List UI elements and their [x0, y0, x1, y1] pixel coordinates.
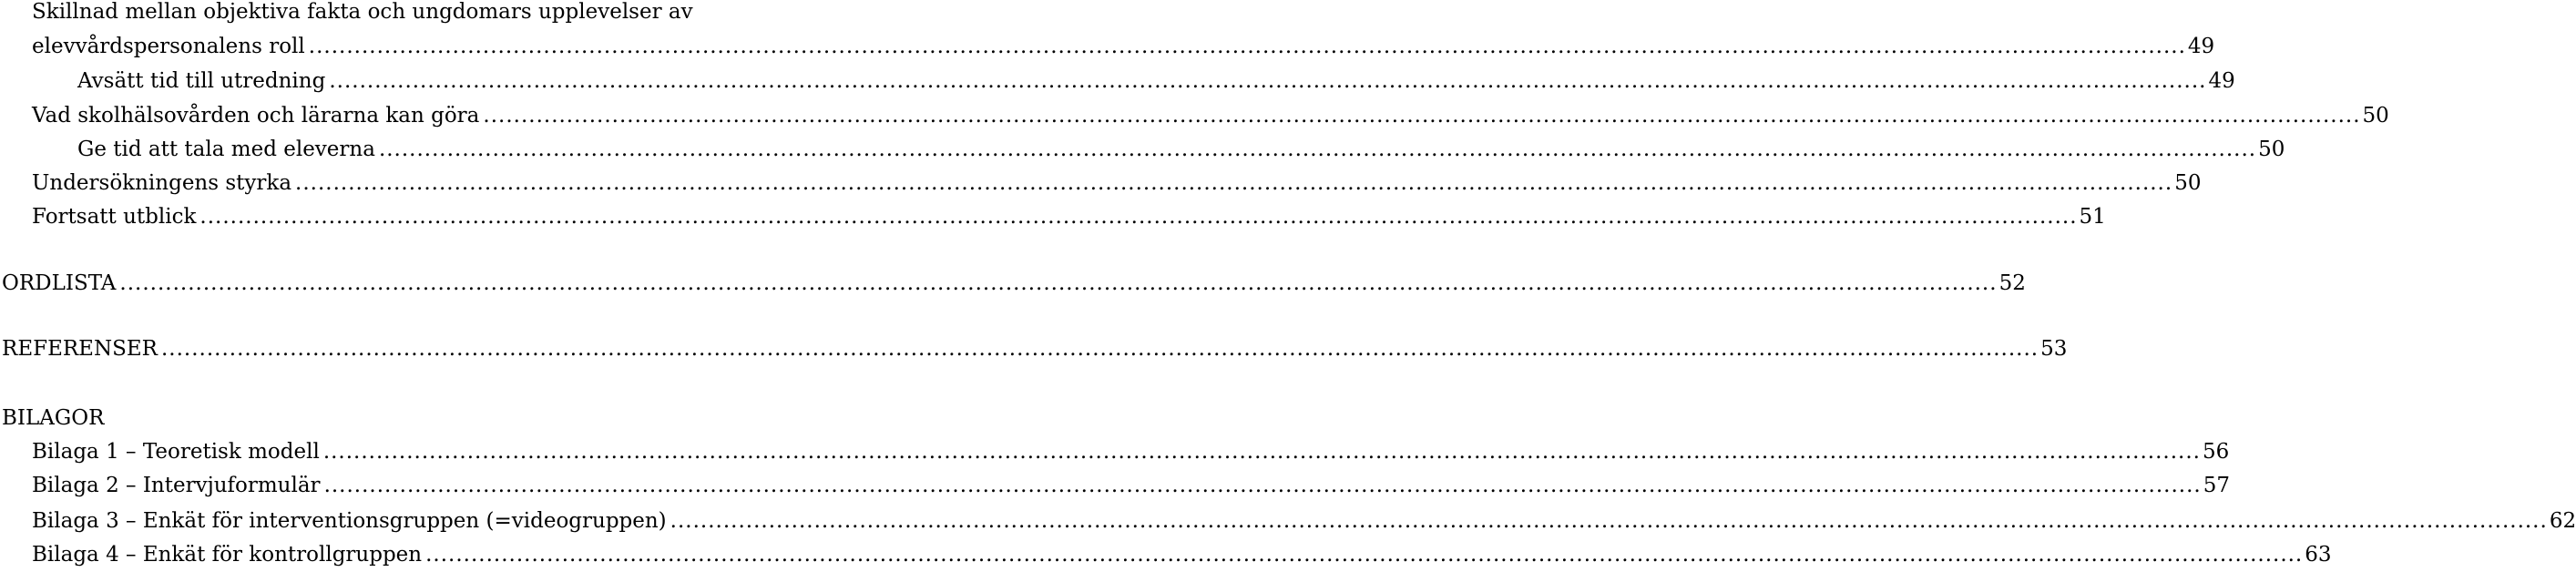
dot-leader — [379, 132, 2256, 167]
toc-entry-title: Skillnad mellan objektiva fakta och ungdomars upplevelser av — [32, 0, 693, 24]
toc-entry-title: Ge tid att tala med eleverna — [77, 138, 375, 161]
toc-page-number: 56 — [2202, 440, 2230, 464]
toc-entry[interactable] — [0, 132, 2285, 167]
toc-entry[interactable] — [0, 468, 2230, 503]
toc-entry-title: ORDLISTA — [2, 271, 117, 295]
toc-entry-title: elevvårdspersonalens roll — [32, 35, 305, 58]
toc-page-number: 50 — [2258, 138, 2285, 161]
toc-entry-title: Bilaga 1 – Teoretisk modell — [32, 440, 320, 464]
toc-entry-title: Vad skolhälsovården och lärarna kan göra — [32, 104, 480, 128]
toc-entry[interactable] — [0, 166, 2202, 200]
toc-page-number: 50 — [2362, 104, 2389, 128]
toc-entry-title: BILAGOR — [2, 406, 105, 430]
dot-leader — [483, 98, 2360, 133]
toc-page-number: 63 — [2305, 543, 2332, 567]
toc-entry-title: Avsätt tid till utredning — [77, 69, 326, 93]
dot-leader — [161, 332, 2039, 366]
toc-entry[interactable] — [0, 332, 2068, 366]
dot-leader — [295, 166, 2172, 200]
dot-leader — [119, 266, 1997, 301]
toc-entry[interactable] — [0, 537, 2332, 572]
toc-entry-title: Bilaga 4 – Enkät för kontrollgruppen — [32, 543, 423, 567]
toc-page-number: 57 — [2203, 474, 2230, 497]
dot-leader — [425, 537, 2303, 572]
dot-leader — [323, 434, 2201, 469]
toc-page-number: 51 — [2079, 205, 2106, 229]
toc-entry — [0, 0, 906, 29]
dot-leader — [199, 199, 2077, 234]
toc-entry[interactable] — [0, 199, 2106, 234]
toc-page-number: 52 — [1998, 271, 2026, 295]
toc-entry[interactable] — [0, 504, 2576, 538]
toc-page-number: 50 — [2174, 171, 2202, 195]
toc-entry[interactable] — [0, 266, 2026, 301]
dot-leader — [670, 504, 2548, 538]
toc-entry — [0, 401, 876, 435]
toc-entry[interactable] — [0, 64, 2235, 98]
toc-page-number: 49 — [2208, 69, 2235, 93]
toc-entry-title: Bilaga 2 – Intervjuformulär — [32, 474, 321, 497]
dot-leader — [324, 468, 2202, 503]
toc-page-number: 62 — [2549, 509, 2576, 533]
toc-page-number: 53 — [2040, 337, 2068, 361]
toc-entry[interactable] — [0, 434, 2230, 469]
toc-entry-title: Undersökningens styrka — [32, 171, 292, 195]
toc-entry[interactable] — [0, 98, 2389, 133]
toc-page-number: 49 — [2187, 35, 2215, 58]
toc-entry-title: Fortsatt utblick — [32, 205, 197, 229]
dot-leader — [309, 29, 2186, 64]
toc-entry[interactable] — [0, 29, 2215, 64]
toc-entry-title: REFERENSER — [2, 337, 158, 361]
dot-leader — [329, 64, 2206, 98]
toc-entry-title: Bilaga 3 – Enkät för interventionsgruppen (=videogruppen) — [32, 509, 667, 533]
